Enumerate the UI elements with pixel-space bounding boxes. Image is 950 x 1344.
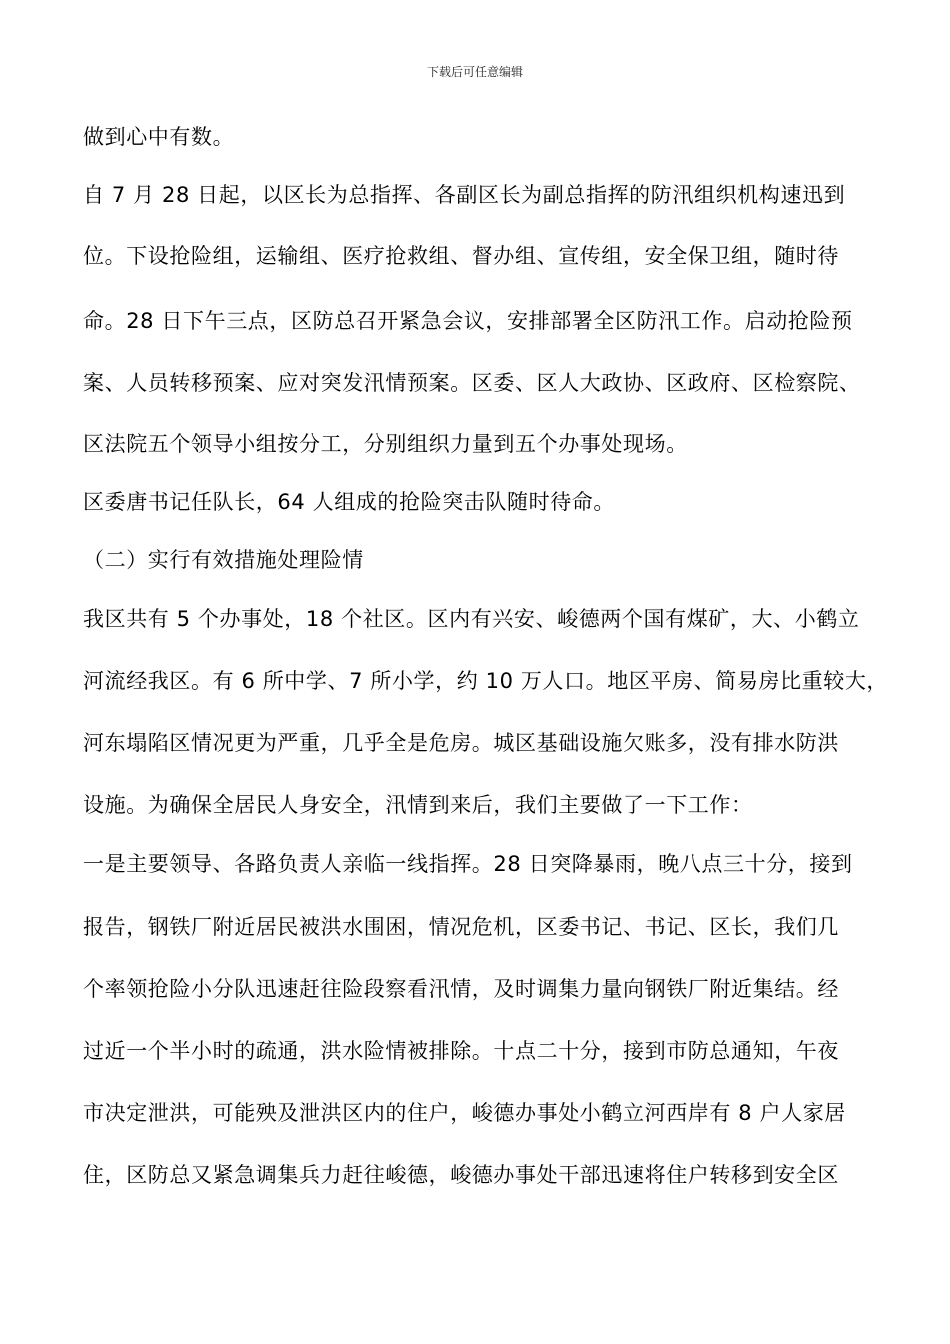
text-line: 市决定泄洪，可能殃及泄洪区内的住户，峻德办事处小鹤立河西岸有 8 户人家居: [83, 1101, 846, 1125]
text-line: 案、人员转移预案、应对突发汛情预案。区委、区人大政协、区政府、区检察院、: [83, 371, 861, 395]
text-line: 河流经我区。有 6 所中学、7 所小学，约 10 万人口。地区平房、简易房比重较大，: [83, 669, 889, 693]
text-line: 命。28 日下午三点，区防总召开紧急会议，安排部署全区防汛工作。启动抢险预: [83, 309, 853, 333]
text-line: 河东塌陷区情况更为严重，几乎全是危房。城区基础设施欠账多，没有排水防洪: [83, 731, 839, 755]
text-line: 自 7 月 28 日起，以区长为总指挥、各副区长为副总指挥的防汛组织机构速迅到: [83, 183, 846, 207]
text-line: 住，区防总又紧急调集兵力赶往峻德，峻德办事处干部迅速将住户转移到安全区: [83, 1163, 839, 1187]
text-line: 区委唐书记任队长，64 人组成的抢险突击队随时待命。: [83, 490, 615, 514]
text-line: 过近一个半小时的疏通，洪水险情被排除。十点二十分，接到市防总通知，午夜: [83, 1039, 839, 1063]
page-header: 下载后可任意编辑: [426, 65, 523, 79]
text-line: 区法院五个领导小组按分工，分别组织力量到五个办事处现场。: [83, 432, 688, 456]
text-line: 设施。为确保全居民人身安全，汛情到来后，我们主要做了一下工作：: [83, 793, 753, 817]
text-line: 做到心中有数。: [83, 125, 235, 149]
section-heading: （二）实行有效措施处理险情: [83, 548, 364, 572]
text-line: 我区共有 5 个办事处，18 个社区。区内有兴安、峻德两个国有煤矿，大、小鹤立: [83, 607, 860, 631]
text-line: 一是主要领导、各路负责人亲临一线指挥。28 日突降暴雨，晚八点三十分，接到: [83, 852, 853, 876]
text-line: 位。下设抢险组，运输组、医疗抢救组、督办组、宣传组，安全保卫组，随时待: [83, 244, 839, 268]
text-line: 报告，钢铁厂附近居民被洪水围困，情况危机，区委书记、书记、区长，我们几: [83, 915, 839, 939]
text-line: 个率领抢险小分队迅速赶往险段察看汛情，及时调集力量向钢铁厂附近集结。经: [83, 977, 839, 1001]
